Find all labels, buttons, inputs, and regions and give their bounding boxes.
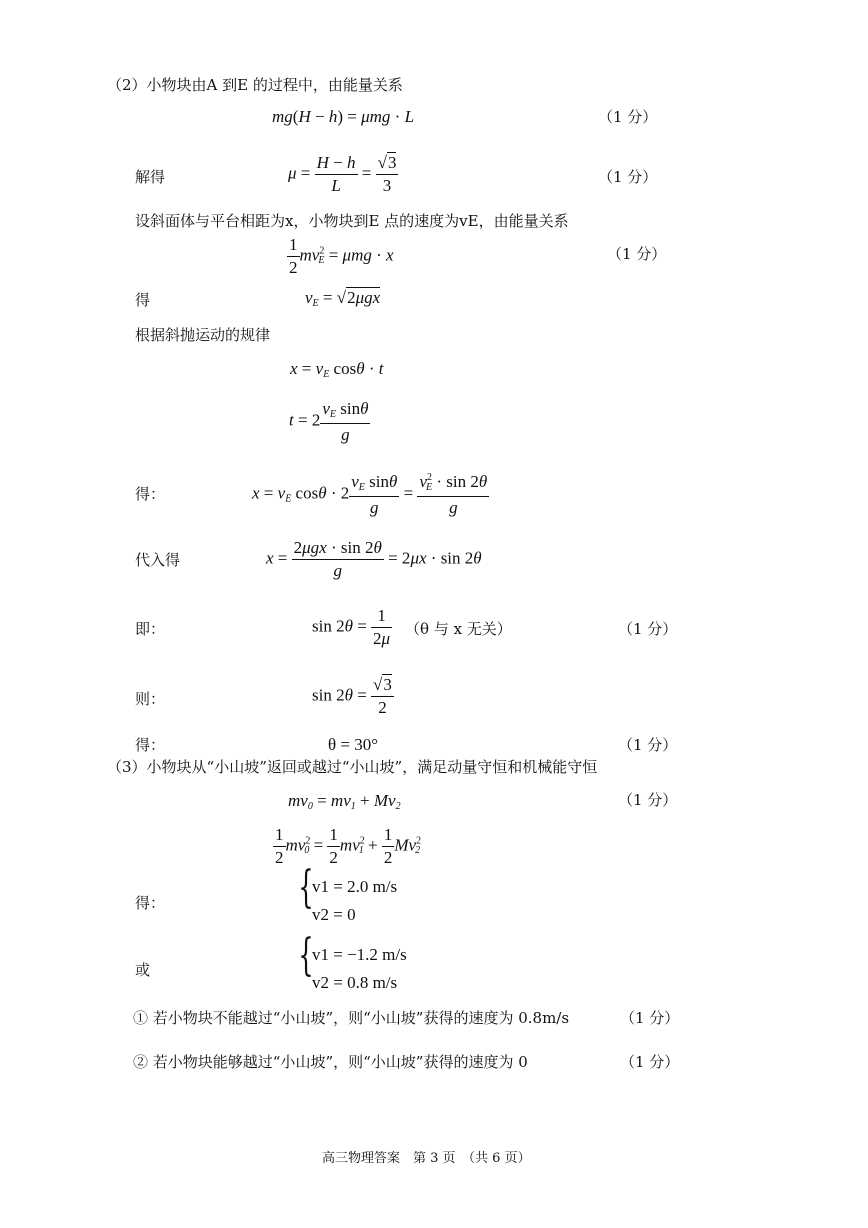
equation-kinetic-energy: $\frac{1}{2}$ $mv^2_E = \mu mg \cdot x$ xyxy=(289,235,394,277)
equation-vE: $v_E = √2\mu gx$ xyxy=(305,288,381,309)
label-ze: 则： xyxy=(135,690,166,708)
label-dairu: 代入得 xyxy=(135,551,181,569)
equation-sin2theta-value: sin 2θ = $\frac{√3}{2}$ xyxy=(312,675,392,717)
score-label: （1 分） xyxy=(598,168,658,186)
brace-icon: { xyxy=(298,930,314,981)
equation-x-horizontal: $x = v_E$ cosθ · t xyxy=(290,359,384,380)
note-case2: ② 若小物块能够越过“小山坡”，则“小山坡”获得的速度为 0 xyxy=(133,1053,528,1071)
score-label: （1 分） xyxy=(618,620,678,638)
equation-momentum: $mv_0 = mv_1 + Mv_2$ xyxy=(288,791,401,812)
equation-substituted: x = $\frac{\text{2μgx · sin 2θ}}{g}$ = 2μx · sin 2θ xyxy=(266,538,482,580)
part2-intro: （2）小物块由A 到E 的过程中，由能量关系 xyxy=(107,76,403,94)
label-jiede: 解得 xyxy=(135,168,166,186)
score-label: （1 分） xyxy=(618,736,678,754)
label-de: 得： xyxy=(135,485,166,503)
setup-text: 设斜面体与平台相距为x，小物块到E 点的速度为vE，由能量关系 xyxy=(135,212,569,230)
note-independent: （θ 与 x 无关） xyxy=(405,620,512,638)
case1-v2: v2 = 0 xyxy=(312,905,356,924)
rule-text: 根据斜抛运动的规律 xyxy=(135,326,271,344)
score-label: （1 分） xyxy=(607,245,667,263)
equation-sin2theta: sin 2θ = $\frac{1}{2\mu}$ xyxy=(312,606,391,648)
part3-intro: （3）小物块从“小山坡”返回或越过“小山坡”，满足动量守恒和机械能守恒 xyxy=(107,758,598,776)
label-de: 得： xyxy=(135,736,166,754)
score-label: （1 分） xyxy=(598,108,658,126)
equation-x-combined: $x = v_E$ cosθ · 2 $\frac{v_E \sin\theta}{g}$ = $\frac{v^2_E \cdot \sin 2\theta}{g}$ xyxy=(252,472,488,517)
case2-v2: v2 = 0.8 m/s xyxy=(312,973,398,992)
label-huo: 或 xyxy=(135,961,151,979)
case2-v1: v1 = −1.2 m/s xyxy=(312,945,407,964)
score-label: （1 分） xyxy=(620,1053,680,1071)
equation-energy-conservation: $\frac{1}{2}$ $mv^2_0$ = $\frac{1}{2}$ $mv^2_1$ + $\frac{1}{2}$ $Mv^2_2$ xyxy=(275,825,422,867)
page-footer: 高三物理答案 第 3 页 （共 6 页） xyxy=(322,1151,531,1166)
label-ji: 即： xyxy=(135,620,166,638)
equation-t: t = 2 $\frac{v_E \sin\theta}{g}$ xyxy=(289,399,369,444)
equation-mu: μ = $\frac{H - h}{L}$ = $\frac{√3}{3}$ xyxy=(288,153,397,195)
brace-icon: { xyxy=(298,862,314,913)
label-de: 得 xyxy=(135,291,151,309)
label-de: 得： xyxy=(135,894,166,912)
theta-result: θ = 30° xyxy=(328,735,379,754)
case1-v1: v1 = 2.0 m/s xyxy=(312,877,398,896)
score-label: （1 分） xyxy=(618,791,678,809)
score-label: （1 分） xyxy=(620,1009,680,1027)
equation-energy-friction: mg(H − h) = μmg · L xyxy=(272,107,415,126)
note-case1: ① 若小物块不能越过“小山坡”，则“小山坡”获得的速度为 0.8m/s xyxy=(133,1009,570,1027)
